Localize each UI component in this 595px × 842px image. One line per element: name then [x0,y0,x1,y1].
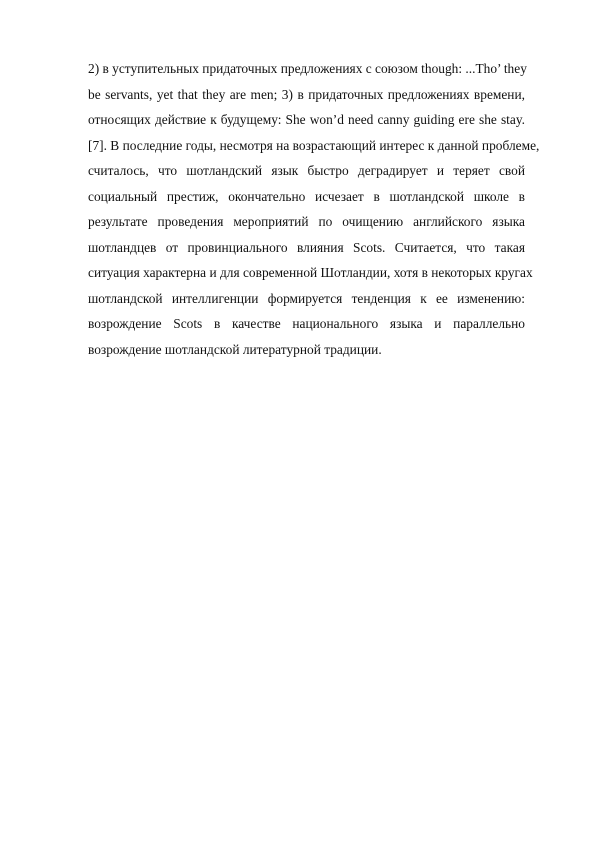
paragraph-line: [7]. В последние годы, несмотря на возрастающий интерес к данной проблеме, [88,137,540,153]
paragraph-line: относящих действие к будущему: She won’d need canny guiding ere she stay. [88,112,525,127]
paragraph-line: социальный престиж, окончательно исчезает в шотландской школе в [88,188,525,204]
paragraph-line: результате проведения мероприятий по очищению английского языка [88,214,525,229]
paragraph-line: возрождение Scots в качестве национального языка и параллельно [88,316,525,331]
paragraph-line: шотландской интеллигенции формируется тенденция к ее изменению: [88,290,525,306]
paragraph-line: считалось, что шотландский язык быстро деградирует и теряет свой [88,163,525,178]
paragraph-line-last: возрождение шотландской литературной традиции. [88,341,382,357]
text-block [88,56,540,362]
paragraph-line: ситуация характерна и для современной Шотландии, хотя в некоторых кругах [88,265,533,280]
paragraph-line: 2) в уступительных придаточных предложениях с союзом though: ...Tho’ they [88,61,527,76]
paragraph-line: be servants, yet that they are men; 3) в придаточных предложениях времени, [88,86,525,102]
paragraph-line: шотландцев от провинциального влияния Scots. Считается, что такая [88,239,525,255]
